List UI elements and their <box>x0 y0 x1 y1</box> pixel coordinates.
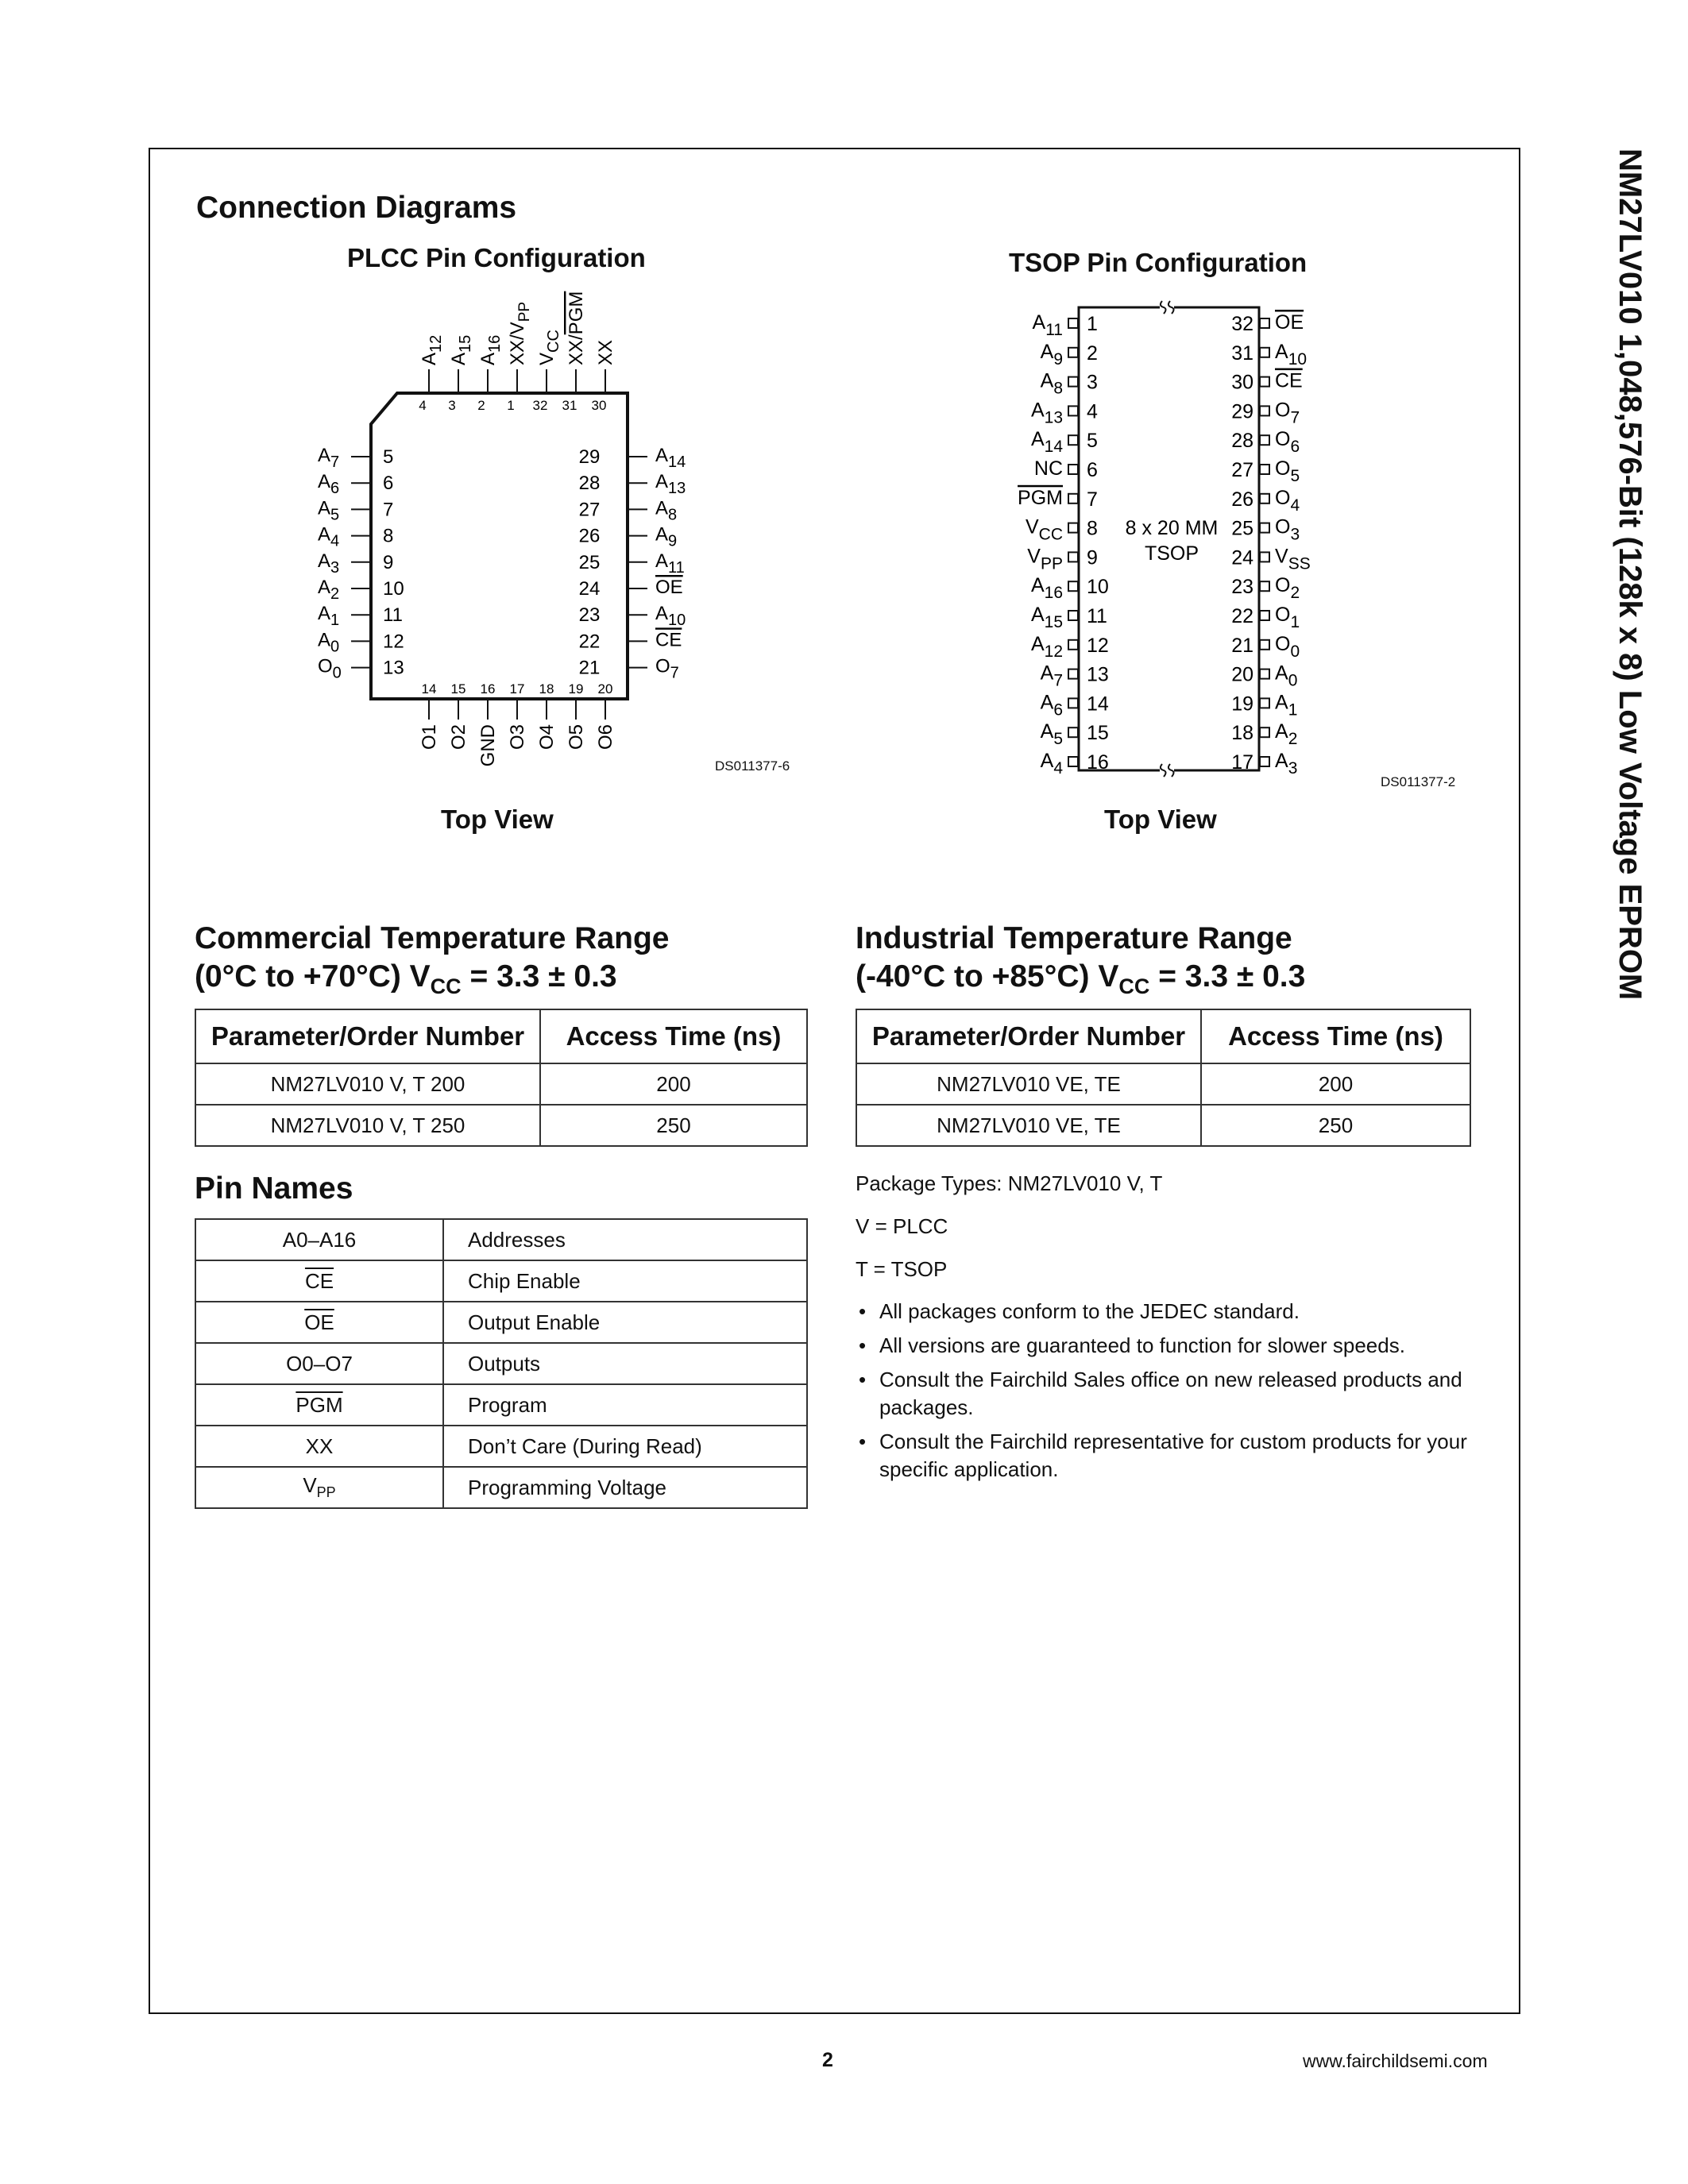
notes-list <box>856 1298 1475 1484</box>
tsop-pin-label: $A_{16}$ <box>1030 574 1063 603</box>
plcc-pin-number: 30 <box>591 398 607 413</box>
tsop-break-top <box>1160 301 1174 314</box>
tsop-pin-number: 8 <box>1087 517 1098 540</box>
tsop-pin-label: $A_2$ <box>1275 720 1298 749</box>
tsop-pin-number: 1 <box>1087 313 1098 335</box>
table-row <box>195 1260 807 1302</box>
tsop-pin-label: $O_5$ <box>1275 457 1300 485</box>
tsop-pin-label: CE <box>1275 369 1303 392</box>
plcc-pin-label: O2 <box>448 724 469 751</box>
tsop-pin-lead <box>1260 523 1269 533</box>
tsop-pin-number: 15 <box>1087 722 1109 745</box>
commercial-table <box>195 1009 808 1147</box>
tsop-pin-label: $O_4$ <box>1275 486 1300 515</box>
pin-desc-cell: Don’t Care (During Read) <box>443 1426 807 1467</box>
tsop-pin-number: 31 <box>1231 341 1253 365</box>
plcc-pin-number: 26 <box>578 525 601 547</box>
tsop-pin-label: $A_1$ <box>1275 691 1298 720</box>
tsop-pin-lead <box>1068 523 1078 533</box>
table-row <box>195 1063 807 1105</box>
list-item: • All versions are guaranteed to function for slower speeds. <box>856 1332 1475 1360</box>
plcc-pin-number: 4 <box>419 398 427 413</box>
tsop-view-label: Top View <box>1104 805 1217 834</box>
tsop-pin-lead <box>1068 757 1078 766</box>
plcc-pin-number: 17 <box>509 681 525 696</box>
plcc-pin-label: $A_{11}$ <box>655 550 685 577</box>
pin-cell: $\overline{OE}$ <box>304 1310 334 1334</box>
tsop-pin-lead <box>1260 611 1269 620</box>
table-cell: NM27LV010 V, T 200 <box>195 1063 540 1105</box>
plcc-pin-label: $A_4$ <box>318 523 340 550</box>
tsop-pin-lead <box>1260 581 1269 591</box>
tsop-pin-lead <box>1068 348 1078 357</box>
plcc-pin-label: $A_6$ <box>318 471 340 498</box>
tsop-pin-lead <box>1068 318 1078 328</box>
plcc-pin-number: 20 <box>597 681 613 696</box>
plcc-pin-label: $A_{12}$ <box>419 334 445 365</box>
plcc-pin-label: $XX/V_{PP}$ <box>507 301 533 365</box>
table-row <box>195 1426 807 1467</box>
table-row <box>856 1105 1470 1146</box>
table-cell: 200 <box>540 1063 807 1105</box>
tsop-pin-label: $A_0$ <box>1275 662 1298 690</box>
table-row <box>856 1063 1470 1105</box>
tsop-pin-lead <box>1068 640 1078 650</box>
plcc-pin-label: O3 <box>507 724 528 751</box>
plcc-pin-number: 21 <box>578 657 601 679</box>
package-types-text: Package Types: NM27LV010 V, T <box>856 1171 1163 1195</box>
pin-desc-cell: Programming Voltage <box>443 1467 807 1508</box>
plcc-pin-label: $A_8$ <box>655 497 678 524</box>
plcc-pin-label: $A_{16}$ <box>477 334 504 365</box>
plcc-view-label: Top View <box>441 805 554 834</box>
tsop-pin-number: 11 <box>1087 605 1107 627</box>
plcc-pin-label: O1 <box>419 724 440 751</box>
list-item: • Consult the Fairchild representative for custom products for your specific application. <box>856 1428 1475 1484</box>
plcc-pin-number: 28 <box>578 473 601 495</box>
tsop-pin-lead <box>1068 727 1078 737</box>
plcc-pin-label: $O_0$ <box>318 655 342 682</box>
pin-cell: $V_{PP}$ <box>195 1467 443 1508</box>
plcc-pin-number: 32 <box>532 398 548 413</box>
tsop-pin-label: $A_{12}$ <box>1030 632 1063 661</box>
v-definition: V = PLCC <box>856 1214 948 1238</box>
tsop-pin-number: 5 <box>1087 430 1098 453</box>
plcc-pin-number: 18 <box>539 681 554 696</box>
tsop-pin-number: 10 <box>1087 576 1109 599</box>
commercial-heading: Commercial Temperature Range <box>195 921 670 955</box>
tsop-pin-lead <box>1260 669 1269 679</box>
table-row <box>195 1105 807 1146</box>
plcc-pin-number: 25 <box>578 551 601 573</box>
plcc-pin-label: O4 <box>536 724 558 751</box>
plcc-pin-label: O6 <box>595 724 616 751</box>
tsop-pin-lead <box>1260 727 1269 737</box>
tsop-pin-lead <box>1068 494 1078 504</box>
tsop-pin-number: 2 <box>1087 341 1098 365</box>
tsop-pin-number: 21 <box>1231 634 1253 657</box>
table-cell: NM27LV010 VE, TE <box>856 1063 1201 1105</box>
plcc-pin-label: $A_{13}$ <box>655 471 686 498</box>
plcc-pin-number: 11 <box>383 604 403 627</box>
industrial-subheading: (-40°C to +85°C) $V_{CC} = 3.3 \pm 0.3$ <box>856 959 1306 998</box>
tsop-pin-label: $A_4$ <box>1040 750 1063 778</box>
tsop-pin-number: 29 <box>1231 400 1253 423</box>
tsop-pin-number: 9 <box>1087 546 1098 569</box>
plcc-diagram <box>294 278 834 802</box>
tsop-pin-number: 4 <box>1087 400 1098 423</box>
pin-names-table <box>195 1218 808 1509</box>
tsop-pin-label: $A_{10}$ <box>1275 340 1308 369</box>
tsop-pin-label: $O_1$ <box>1275 604 1300 631</box>
tsop-pin-lead <box>1068 669 1078 679</box>
plcc-pin-label: $O_7$ <box>655 655 679 682</box>
plcc-pin-number: 13 <box>383 657 404 679</box>
commercial-header-param: Parameter/Order Number <box>195 1009 540 1063</box>
tsop-pin-label: OE <box>1275 311 1304 334</box>
industrial-header-param: Parameter/Order Number <box>856 1009 1201 1063</box>
page-number: 2 <box>822 2049 833 2071</box>
tsop-pin-number: 30 <box>1231 371 1253 394</box>
list-item: • All packages conform to the JEDEC standard. <box>856 1298 1475 1325</box>
tsop-pin-number: 20 <box>1231 663 1253 686</box>
tsop-pin-label: $V_{CC}$ <box>1025 515 1063 544</box>
pin-desc-cell: Program <box>443 1384 807 1426</box>
table-row <box>195 1384 807 1426</box>
table-row <box>195 1467 807 1508</box>
plcc-pin-number: 5 <box>383 446 394 468</box>
tsop-pin-lead <box>1260 757 1269 766</box>
tsop-pin-label: $A_7$ <box>1040 662 1063 690</box>
tsop-pin-lead <box>1260 435 1269 445</box>
tsop-pin-lead <box>1260 465 1269 474</box>
plcc-pin-number: 29 <box>578 446 601 468</box>
plcc-pin-label: $A_0$ <box>318 629 340 656</box>
tsop-pin-label: $O_7$ <box>1275 399 1300 427</box>
document-title: NM27LV010 1,048,576-Bit (128k x 8) Low Voltage EPROM <box>1613 149 1647 1001</box>
table-row <box>195 1302 807 1343</box>
tsop-body-label-type: TSOP <box>1144 542 1199 565</box>
tsop-pin-lead <box>1260 640 1269 650</box>
plcc-pin-label: $A_{14}$ <box>655 445 686 471</box>
tsop-pin-lead <box>1260 348 1269 357</box>
plcc-pin-label: $A_1$ <box>318 603 340 630</box>
tsop-pin-number: 27 <box>1231 459 1253 481</box>
tsop-pin-number: 18 <box>1231 722 1253 745</box>
industrial-table <box>856 1009 1471 1147</box>
tsop-pin-lead <box>1068 377 1078 387</box>
plcc-pin-label: $A_9$ <box>655 523 678 550</box>
plcc-pin-label: $A_{15}$ <box>448 334 474 365</box>
tsop-pin-lead <box>1260 698 1269 708</box>
table-cell: 250 <box>540 1105 807 1146</box>
tsop-diagram <box>1001 298 1335 782</box>
plcc-pin-label: $A_5$ <box>318 497 340 524</box>
tsop-pin-lead <box>1068 406 1078 415</box>
tsop-pin-number: 14 <box>1087 693 1109 716</box>
tsop-pin-number: 17 <box>1231 751 1253 774</box>
plcc-pin-label: $A_3$ <box>318 550 340 577</box>
table-cell: 200 <box>1201 1063 1470 1105</box>
pin-cell: A0–A16 <box>195 1219 443 1260</box>
tsop-pin-number: 3 <box>1087 371 1098 394</box>
plcc-pin-label: XX/PGM <box>566 291 587 365</box>
tsop-pin-label: $O_2$ <box>1275 574 1300 603</box>
tsop-pin-number: 19 <box>1231 693 1253 716</box>
pin-cell: O0–O7 <box>195 1343 443 1384</box>
tsop-pin-label: $A_{14}$ <box>1030 428 1063 457</box>
tsop-pin-label: $A_{15}$ <box>1030 604 1063 631</box>
plcc-pin-number: 22 <box>578 631 601 653</box>
tsop-pin-label: $V_{PP}$ <box>1027 545 1063 573</box>
tsop-pin-label: NC <box>1033 457 1063 480</box>
tsop-pin-lead <box>1068 435 1078 445</box>
plcc-pin-number: 14 <box>421 681 437 696</box>
commercial-header-access: Access Time (ns) <box>540 1009 807 1063</box>
table-row <box>195 1343 807 1384</box>
tsop-pin-lead <box>1260 552 1269 561</box>
tsop-pin-label: $O_3$ <box>1275 515 1300 544</box>
tsop-pin-number: 16 <box>1087 751 1109 774</box>
t-definition: T = TSOP <box>856 1257 948 1281</box>
plcc-drawing-id: DS011377-6 <box>715 758 790 774</box>
tsop-pin-label: $A_9$ <box>1040 340 1063 369</box>
plcc-pin-number: 6 <box>383 473 394 495</box>
plcc-pin-number: 31 <box>562 398 577 413</box>
tsop-pin-number: 7 <box>1087 488 1098 511</box>
table-cell: 250 <box>1201 1105 1470 1146</box>
tsop-drawing-id: DS011377-2 <box>1381 774 1456 789</box>
pin-desc-cell: Addresses <box>443 1219 807 1260</box>
tsop-pin-label: $A_3$ <box>1275 750 1298 778</box>
plcc-pin-label: $A_7$ <box>318 445 340 471</box>
plcc-pin-label: CE <box>655 629 682 651</box>
plcc-pin-number: 15 <box>450 681 466 696</box>
commercial-subheading: (0°C to +70°C) $V_{CC} = 3.3 \pm 0.3$ <box>195 959 617 998</box>
plcc-pin-number: 16 <box>480 681 496 696</box>
tsop-pin-lead <box>1068 611 1078 620</box>
plcc-pin-number: 2 <box>477 398 485 413</box>
pin-desc-cell: Output Enable <box>443 1302 807 1343</box>
tsop-pin-label: $A_6$ <box>1040 691 1063 720</box>
plcc-title: PLCC Pin Configuration <box>347 243 646 272</box>
list-item: • Consult the Fairchild Sales office on new released products and packages. <box>856 1366 1475 1422</box>
tsop-pin-lead <box>1068 698 1078 708</box>
plcc-pin-number: 1 <box>507 398 515 413</box>
table-cell: NM27LV010 VE, TE <box>856 1105 1201 1146</box>
plcc-pin-label: XX <box>595 339 616 365</box>
plcc-pin-number: 23 <box>578 604 601 627</box>
tsop-pin-number: 22 <box>1231 605 1253 627</box>
plcc-pin-number: 10 <box>383 578 404 600</box>
pin-cell: $\overline{CE}$ <box>304 1268 334 1293</box>
tsop-body-label-size: 8 x 20 MM <box>1125 517 1219 539</box>
pin-desc-cell: Chip Enable <box>443 1260 807 1302</box>
tsop-break-bottom <box>1160 764 1174 777</box>
plcc-pin-label: $A_2$ <box>318 577 340 603</box>
tsop-pin-label: $A_{11}$ <box>1032 311 1063 339</box>
tsop-pin-label: $A_5$ <box>1040 720 1063 749</box>
tsop-pin-lead <box>1068 552 1078 561</box>
tsop-pin-label: $V_{SS}$ <box>1275 545 1311 573</box>
tsop-pin-number: 13 <box>1087 663 1109 686</box>
industrial-header-access: Access Time (ns) <box>1201 1009 1470 1063</box>
plcc-pin-label: GND <box>477 724 499 767</box>
tsop-pin-number: 6 <box>1087 459 1098 481</box>
pin-names-heading: Pin Names <box>195 1171 353 1206</box>
table-row <box>195 1219 807 1260</box>
industrial-heading: Industrial Temperature Range <box>856 921 1292 955</box>
tsop-pin-lead <box>1068 465 1078 474</box>
tsop-pin-lead <box>1260 318 1269 328</box>
tsop-pin-lead <box>1068 581 1078 591</box>
tsop-pin-label: $O_0$ <box>1275 632 1300 661</box>
tsop-pin-number: 25 <box>1231 517 1253 540</box>
tsop-pin-lead <box>1260 406 1269 415</box>
tsop-pin-number: 24 <box>1231 546 1253 569</box>
pin-cell: $\overline{PGM}$ <box>295 1392 343 1417</box>
tsop-pin-number: 12 <box>1087 634 1109 657</box>
tsop-title: TSOP Pin Configuration <box>1009 248 1308 277</box>
tsop-pin-number: 32 <box>1231 313 1253 335</box>
plcc-pin-label: $A_{10}$ <box>655 603 686 630</box>
tsop-pin-lead <box>1260 377 1269 387</box>
plcc-pin-number: 3 <box>448 398 456 413</box>
plcc-pin-number: 9 <box>383 551 394 573</box>
plcc-pin-label: OE <box>655 577 683 598</box>
table-cell: NM27LV010 V, T 250 <box>195 1105 540 1146</box>
plcc-pin-label: O5 <box>566 724 587 751</box>
plcc-pin-label: $V_{CC}$ <box>536 330 562 365</box>
tsop-pin-number: 26 <box>1231 488 1253 511</box>
tsop-pin-label: $O_6$ <box>1275 428 1300 457</box>
connection-diagrams-heading: Connection Diagrams <box>196 191 517 225</box>
footer-url: www.fairchildsemi.com <box>1303 2051 1488 2071</box>
tsop-pin-number: 23 <box>1231 576 1253 599</box>
plcc-pin-number: 27 <box>578 499 601 521</box>
package-notes <box>856 1169 1475 1490</box>
tsop-pin-label: $A_{13}$ <box>1030 399 1063 427</box>
plcc-pin-number: 24 <box>578 578 601 600</box>
tsop-pin-number: 28 <box>1231 430 1253 453</box>
plcc-pin-number: 8 <box>383 525 394 547</box>
tsop-pin-lead <box>1260 494 1269 504</box>
pin-desc-cell: Outputs <box>443 1343 807 1384</box>
plcc-pin-number: 12 <box>383 631 404 653</box>
plcc-pin-number: 19 <box>568 681 584 696</box>
pin-cell: XX <box>195 1426 443 1467</box>
plcc-pin-number: 7 <box>383 499 394 521</box>
tsop-pin-label: $A_8$ <box>1040 369 1063 398</box>
tsop-pin-label: PGM <box>1018 486 1063 509</box>
